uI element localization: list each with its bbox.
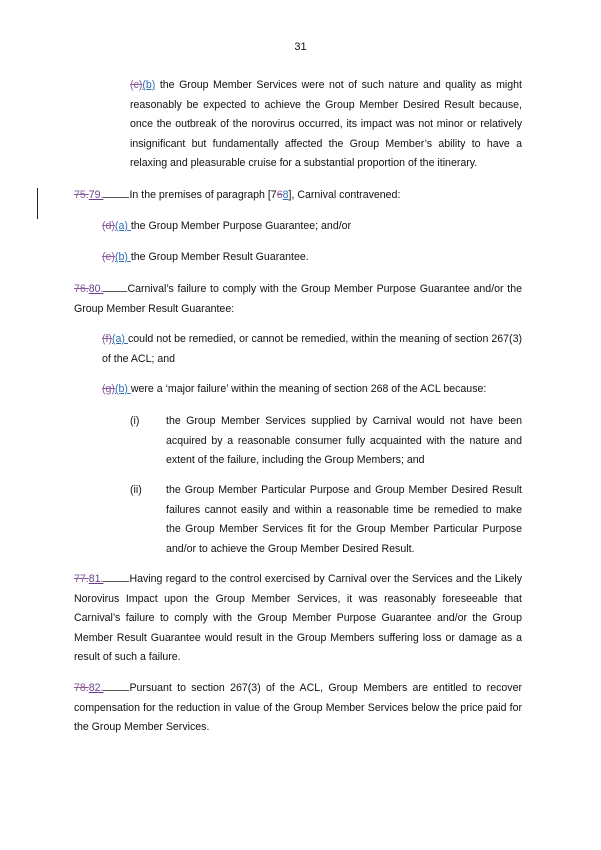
inserted-label: (a) bbox=[112, 333, 128, 345]
paragraph-81 bbox=[74, 570, 522, 668]
paragraph-79 bbox=[74, 186, 522, 206]
inserted-number: 80. bbox=[88, 283, 104, 295]
deleted-label: (g) bbox=[102, 383, 115, 395]
deleted-number: 77. bbox=[74, 573, 89, 585]
subparagraph-i-label: (i) bbox=[130, 415, 140, 427]
paragraph-text: the Group Member Result Guarantee. bbox=[130, 251, 309, 263]
tab-leader bbox=[103, 680, 129, 691]
tab-leader bbox=[103, 187, 129, 198]
deleted-label: (c) bbox=[130, 79, 143, 91]
paragraph-80 bbox=[74, 280, 522, 319]
tab-leader bbox=[103, 571, 129, 582]
deleted-label: (e) bbox=[102, 251, 115, 263]
paragraph-text: Pursuant to section 267(3) of the ACL, Group Members are entitled to recover compensation for the reduction in value of the Group Member Services below the price paid for the Group Member Services. bbox=[74, 682, 522, 734]
inserted-number: 81. bbox=[88, 573, 104, 585]
inserted-label: (b) bbox=[142, 79, 156, 91]
paragraph-text-end: ], Carnival contravened: bbox=[288, 189, 401, 201]
inserted-label: (b) bbox=[114, 383, 131, 395]
inserted-label: (b) bbox=[114, 251, 131, 263]
paragraph-79-b bbox=[102, 248, 522, 268]
inserted-ref: 8 bbox=[282, 189, 289, 201]
paragraph-79-a bbox=[102, 217, 522, 237]
paragraph-subitem-b bbox=[130, 76, 522, 174]
deleted-ref: 6 bbox=[276, 189, 283, 201]
subparagraph-i: the Group Member Services supplied by Carnival would not have been acquired by a reasonable consumer fully acquainted with the nature and extent of the failure, including the Group Members; and bbox=[166, 415, 522, 467]
inserted-number: 82. bbox=[88, 682, 104, 694]
paragraph-text: could not be remedied, or cannot be remedied, within the meaning of section 267(3) of the ACL; and bbox=[102, 333, 522, 365]
paragraph-text: In the premises of paragraph [7 bbox=[129, 189, 277, 201]
change-bar bbox=[37, 188, 38, 219]
deleted-number: 78. bbox=[74, 682, 89, 694]
paragraph-text: were a ‘major failure’ within the meaning of section 268 of the ACL because: bbox=[130, 383, 487, 395]
deleted-number: 75. bbox=[74, 189, 89, 201]
paragraph-text: the Group Member Purpose Guarantee; and/or bbox=[130, 220, 352, 232]
deleted-label: (d) bbox=[102, 220, 115, 232]
paragraph-text: the Group Member Services were not of such nature and quality as might reasonably be expected to achieve the Group Member Desired Result because, once the outbreak of the norovirus occurred, its impact was not minor or relatively insignificant but fundamentally affected the Group Member’s ability to have a relaxing and pleasurable cruise for a substantial proportion of the itinerary. bbox=[130, 79, 522, 170]
inserted-label: (a) bbox=[114, 220, 131, 232]
page-number: 31 bbox=[294, 41, 307, 53]
deleted-label: (f) bbox=[102, 333, 112, 345]
paragraph-text: Having regard to the control exercised by Carnival over the Services and the Likely Norovirus Impact upon the Group Member Services, it was reasonably foreseeable that Carnival’s failure to comply with the Group Member Purpose Guarantee and/or the Group Member Result Guarantee would result in the Group Members suffering loss or damage as a result of such a failure. bbox=[74, 573, 522, 664]
subparagraph-ii: the Group Member Particular Purpose and Group Member Desired Result failures cannot easily and within a reasonable time be remedied to make the Group Member Services fit for the Group Member Particular Purpose and/or to achieve the Group Member Desired Result. bbox=[166, 484, 522, 555]
tab-leader bbox=[103, 281, 127, 292]
deleted-number: 76. bbox=[74, 283, 89, 295]
paragraph-text: Carnival’s failure to comply with the Group Member Purpose Guarantee and/or the Group Member Result Guarantee: bbox=[74, 283, 522, 315]
inserted-number: 79. bbox=[88, 189, 104, 201]
paragraph-80-b bbox=[102, 380, 522, 400]
paragraph-82 bbox=[74, 679, 522, 738]
subparagraph-ii-label: (ii) bbox=[130, 484, 142, 496]
paragraph-80-a bbox=[102, 330, 522, 369]
